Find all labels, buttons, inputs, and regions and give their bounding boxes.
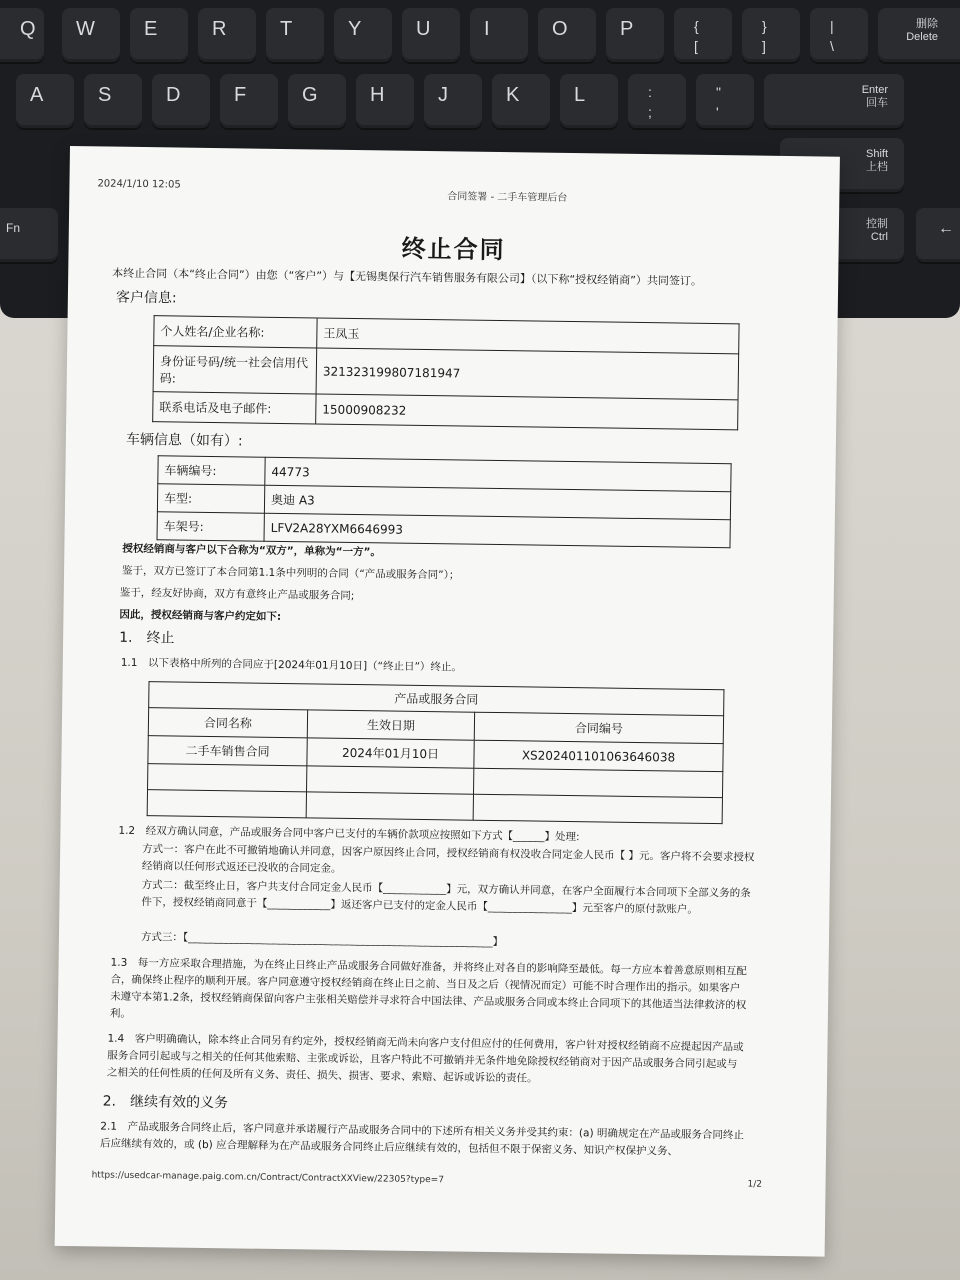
- key-k[interactable]: K: [492, 74, 550, 128]
- vehicle-value-vin: LFV2A28YXM6646993: [264, 513, 730, 548]
- key-t[interactable]: T: [266, 8, 324, 62]
- document-title: 终止合同: [401, 234, 506, 265]
- contract-col-number: 合同编号: [474, 712, 723, 743]
- clause-1-2: 1.2 经双方确认同意，产品或服务合同中客户已支付的车辆价款项应按照如下方式【______】处理:: [118, 824, 580, 844]
- vehicle-info-table: [157, 455, 732, 548]
- clause-1-3: 1.3 每一方应采取合理措施，为在终止日终止产品或服务合同做好准备，并将终止对各自的影响降至最低。每一方应本着善意原则相互配合，确保终止程序的顺利开展。客户同意遵守授权经销商在终止日之前、当日及之后（视情况而定）可能不时合理作出的指示。如果客户未遵守本第1.2条，授权经销商保留向客户主张相关赔偿并寻求符合中国法律、产品或服务合同或本终止合同项下的其他适当法律救济的权利。: [109, 956, 747, 1020]
- contract-cell-name: 二手车销售合同: [148, 736, 307, 766]
- key-g[interactable]: G: [288, 74, 346, 128]
- key-j[interactable]: J: [424, 74, 482, 128]
- customer-label-id: 身份证号码/统一社会信用代码:: [153, 346, 317, 394]
- contract-cell-empty: [306, 792, 473, 820]
- key-left-brace[interactable]: { [: [674, 8, 732, 62]
- contract-table-header: 产品或服务合同: [149, 682, 724, 716]
- clause-2-1: 2.1 产品或服务合同终止后，客户同意并承诺履行产品或服务合同中的下述所有相关义务并受其约束：(a) 明确规定在产品或服务合同终止后应继续有效的，或 (b) 应合理解释为在产品或服务合同终止后应继续有效的，包括但不限于保密义务、知识产权保护义务、: [99, 1120, 745, 1158]
- key-ctrl[interactable]: 控制 Ctrl: [810, 208, 904, 262]
- contract-cell-empty: [147, 790, 306, 818]
- therefore-paragraph: 因此，授权经销商与客户约定如下:: [119, 608, 282, 623]
- contract-paper: [55, 146, 840, 1257]
- vehicle-label-vin: 车架号:: [157, 512, 264, 541]
- key-fn[interactable]: Fn: [0, 208, 58, 262]
- key-right-brace[interactable]: } ]: [742, 8, 800, 62]
- clause-1-2-way-1: 方式一：客户在此不可撤销地确认并同意，因客户原因终止合同，授权经销商有权没收合同定金人民币【 】元。客户将不会要求授权经销商以任何形式返还已没收的合同定金。: [141, 843, 755, 875]
- key-shift[interactable]: Shift 上档: [780, 138, 904, 192]
- key-i[interactable]: I: [470, 8, 528, 62]
- key-d[interactable]: D: [152, 74, 210, 128]
- contract-col-name: 合同名称: [148, 708, 307, 738]
- whereas-paragraph-1: 鉴于，双方已签订了本合同第1.1条中列明的合同（“产品或服务合同”）；: [121, 564, 460, 582]
- key-o[interactable]: O: [538, 8, 596, 62]
- key-h[interactable]: H: [356, 74, 414, 128]
- customer-label-name: 个人姓名/企业名称:: [154, 316, 317, 348]
- footer-page-number: 1/2: [747, 1179, 763, 1190]
- section-2-heading: 2. 继续有效的义务: [102, 1093, 229, 1112]
- contract-cell-empty: [473, 768, 722, 797]
- key-enter[interactable]: Enter 回车: [764, 74, 904, 128]
- section-1-heading: 1. 终止: [119, 629, 175, 647]
- key-p[interactable]: P: [606, 8, 664, 62]
- clause-1-2-way-2: 方式二：截至终止日，客户共支付合同定金人民币【____________】元，双方确认并同意，在客户全面履行本合同项下全部义务的条件下，授权经销商同意于【____________】返还客户已支付的定金人民币【________________】元至客户的原付款账户。: [141, 879, 751, 916]
- key-backslash[interactable]: | \: [810, 8, 868, 62]
- vehicle-label-number: 车辆编号:: [158, 456, 265, 485]
- clause-1-4: 1.4 客户明确确认，除本终止合同另有约定外，授权经销商无尚未向客户支付但应付的任何费用，客户针对授权经销商不应提起因产品或服务合同引起或与之相关的任何其他索赔、主张或诉讼，且客户特此不可撤销并无条件地免除授权经销商对于因产品或服务合同引起或与之相关的任何性质的任何及所有义务、责任、损失、损害、要求、索赔、起诉或诉讼的责任。: [106, 1032, 744, 1085]
- contract-list-table: [147, 681, 725, 824]
- key-u[interactable]: U: [402, 8, 460, 62]
- whereas-paragraph-2: 鉴于，经友好协商，双方有意终止产品或服务合同;: [119, 586, 355, 603]
- vehicle-value-number: 44773: [265, 457, 731, 492]
- key-s[interactable]: S: [84, 74, 142, 128]
- customer-row-id: [153, 346, 739, 400]
- contract-cell-number: XS202401101063646038: [474, 740, 723, 771]
- key-a[interactable]: A: [16, 74, 74, 128]
- intro-paragraph: 本终止合同（本“终止合同”）由您（“客户”）与【无锡奥保行汽车销售服务有限公司】（以下称“授权经销商”）共同签订。: [112, 266, 702, 288]
- contract-cell-empty: [148, 764, 307, 792]
- print-date: 2024/1/10 12:05: [97, 178, 181, 191]
- key-quote[interactable]: " ': [696, 74, 754, 128]
- key-r[interactable]: R: [198, 8, 256, 62]
- key-q[interactable]: Q: [0, 8, 44, 62]
- parties-paragraph: 授权经销商与客户以下合称为“双方”，单称为“一方”。: [122, 542, 382, 559]
- customer-value-name: 王凤玉: [317, 318, 739, 354]
- vehicle-section-heading: 车辆信息（如有）:: [125, 431, 243, 450]
- key-arrow-left[interactable]: ←: [916, 208, 960, 262]
- key-e[interactable]: E: [130, 8, 188, 62]
- key-semicolon[interactable]: : ;: [628, 74, 686, 128]
- customer-value-id: 321323199807181947: [316, 348, 739, 400]
- clause-1-2-way-3: 方式三：【__________________________________________________________】: [140, 931, 504, 949]
- contract-cell-empty: [307, 766, 474, 794]
- key-f[interactable]: F: [220, 74, 278, 128]
- footer-url: https://usedcar-manage.paig.com.cn/Contract/ContractXXView/22305?type=7: [91, 1170, 445, 1186]
- contract-col-date: 生效日期: [307, 710, 474, 740]
- customer-label-contact: 联系电话及电子邮件:: [153, 392, 316, 424]
- contract-cell-date: 2024年01月10日: [307, 738, 474, 768]
- key-delete[interactable]: 删除 Delete: [878, 8, 960, 62]
- key-y[interactable]: Y: [334, 8, 392, 62]
- print-header-title: 合同签署 - 二手车管理后台: [447, 191, 568, 204]
- vehicle-label-model: 车型:: [157, 484, 264, 513]
- customer-value-contact: 15000908232: [316, 394, 738, 430]
- customer-info-table: [152, 315, 739, 430]
- customer-section-heading: 客户信息:: [115, 289, 177, 307]
- key-l[interactable]: L: [560, 74, 618, 128]
- key-w[interactable]: W: [62, 8, 120, 62]
- vehicle-value-model: 奥迪 A3: [264, 485, 730, 520]
- clause-1-1: 1.1 以下表格中所列的合同应于[2024年01月10日]（“终止日”）终止。: [120, 656, 463, 674]
- contract-cell-empty: [473, 794, 722, 823]
